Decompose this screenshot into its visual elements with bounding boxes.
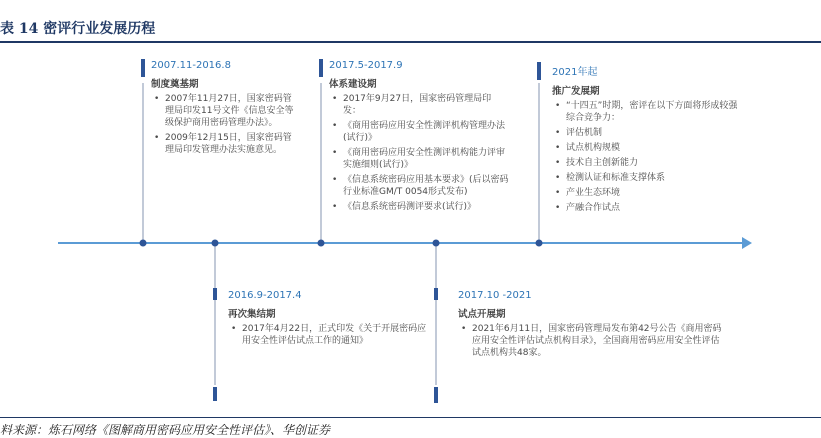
date-marker-node-4 bbox=[434, 288, 438, 300]
bullet-item: • 2007年11月27日，国家密码管理局印发11号文件《信息安全等级保护商用密码管理办法》。 bbox=[151, 93, 299, 129]
node-bullets bbox=[552, 100, 742, 214]
end-marker-node-4 bbox=[434, 387, 438, 403]
axis-dot-node-5 bbox=[536, 240, 543, 247]
timeline-node-2 bbox=[228, 290, 428, 350]
table-title: 表 14 密评行业发展历程 bbox=[0, 21, 156, 37]
axis-dot-node-3 bbox=[318, 240, 325, 247]
date-marker-node-2 bbox=[213, 288, 217, 300]
date-marker-node-3 bbox=[319, 59, 323, 77]
node-phase: 体系建设期 bbox=[329, 79, 377, 90]
bullet-item: • 2017年9月27日，国家密码管理局印发： bbox=[329, 93, 509, 117]
node-date: 2021年起 bbox=[552, 67, 598, 78]
bullet-item: • 《商用密码应用安全性测评机构能力评审实施细则(试行)》 bbox=[329, 147, 509, 171]
date-marker-node-5 bbox=[537, 62, 541, 80]
node-phase: 制度奠基期 bbox=[151, 79, 199, 90]
bullet-item: • 2017年4月22日，正式印发《关于开展密码应用安全性评估试点工作的通知》 bbox=[228, 323, 428, 347]
node-phase: 试点开展期 bbox=[458, 309, 506, 320]
timeline-node-5 bbox=[552, 63, 742, 217]
axis-dot-node-2 bbox=[212, 240, 219, 247]
node-phase: 再次集结期 bbox=[228, 309, 276, 320]
bullet-item: • 《信息系统密码测评要求(试行)》 bbox=[329, 201, 509, 213]
bullet-item: • 产业生态环境 bbox=[552, 187, 742, 199]
bullet-item: • 检测认证和标准支撑体系 bbox=[552, 172, 742, 184]
end-marker-node-2 bbox=[213, 387, 217, 401]
bullet-item: • 《信息系统密码应用基本要求》(后以密码行业标准GM/T 0054形式发布) bbox=[329, 174, 509, 198]
timeline-node-3 bbox=[329, 60, 509, 216]
node-phase: 推广发展期 bbox=[552, 86, 600, 97]
axis-dot-node-1 bbox=[140, 240, 147, 247]
node-date: 2007.11-2016.8 bbox=[151, 60, 231, 71]
bullet-item: • 评估机制 bbox=[552, 127, 742, 139]
timeline-node-4 bbox=[458, 290, 728, 362]
axis-dot-node-4 bbox=[433, 240, 440, 247]
source-note: 料来源：炼石网络《图解商用密码应用安全性评估》、华创证券 bbox=[0, 423, 331, 437]
bullet-item: • 2009年12月15日，国家密码管理局印发管理办法实施意见。 bbox=[151, 132, 299, 156]
bullet-item: • 技术自主创新能力 bbox=[552, 157, 742, 169]
node-bullets bbox=[458, 323, 728, 359]
bullet-item: • 产融合作试点 bbox=[552, 202, 742, 214]
node-date: 2016.9-2017.4 bbox=[228, 290, 302, 301]
node-date: 2017.5-2017.9 bbox=[329, 60, 403, 71]
bullet-item: • 试点机构规模 bbox=[552, 142, 742, 154]
date-marker-node-1 bbox=[141, 59, 145, 77]
timeline-node-1 bbox=[151, 60, 299, 159]
bullet-item: • “十四五”时期，密评在以下方面将形成较强综合竞争力： bbox=[552, 100, 742, 124]
bullet-item: • 2021年6月11日，国家密码管理局发布第42号公告《商用密码应用安全性评估试点机构目录》，全国商用密码应用安全性评估试点机构共48家。 bbox=[458, 323, 728, 359]
footer-rule bbox=[0, 417, 821, 418]
node-date: 2017.10 -2021 bbox=[458, 290, 532, 301]
timeline-arrow-head bbox=[742, 237, 752, 249]
node-bullets bbox=[228, 323, 428, 347]
bullet-item: • 《商用密码应用安全性测评机构管理办法(试行)》 bbox=[329, 120, 509, 144]
node-bullets bbox=[329, 93, 509, 213]
node-bullets bbox=[151, 93, 299, 156]
